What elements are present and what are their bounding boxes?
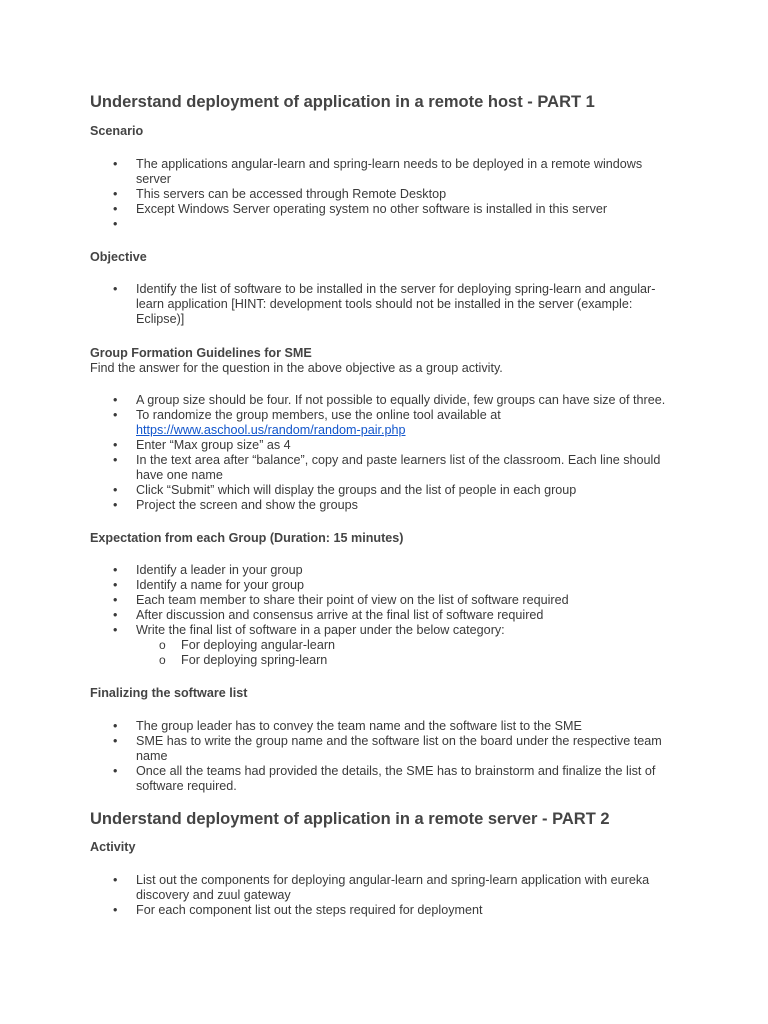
sublist-item: o For deploying angular-learn [181,638,680,653]
list-item: • Except Windows Server operating system no other software is installed in this server [136,202,680,217]
list-item: • For each component list out the steps required for deployment [136,903,680,918]
list-item: • After discussion and consensus arrive at the final list of software required [136,608,680,623]
list-item: • Identify a name for your group [136,578,680,593]
list-item: • The applications angular-learn and spring-learn needs to be deployed in a remote windows server [136,157,680,187]
part1-title: Understand deployment of application in a remote host - PART 1 [90,93,595,111]
list-item [136,623,680,668]
list-item: • List out the components for deploying angular-learn and spring-learn application with eureka discovery and zuul gateway [136,873,680,903]
list-item: • In the text area after “balance”, copy and paste learners list of the classroom. Each line should have one name [136,453,680,483]
list-item [136,408,680,438]
list-item: • SME has to write the group name and the software list on the board under the respective team name [136,734,680,764]
scenario-heading: Scenario [90,124,144,138]
list-item-text: To randomize the group members, use the online tool available at [136,408,501,422]
scenario-list [90,157,680,232]
list-item: • Identify the list of software to be installed in the server for deploying spring-learn and angular-learn application [HINT: development tools should not be installed in the server (example: Eclipse)] [136,282,680,327]
category-sublist [136,638,680,668]
activity-list [90,873,680,918]
group-formation-heading: Group Formation Guidelines for SME [90,346,312,360]
list-item-empty [136,217,680,232]
objective-heading: Objective [90,250,147,264]
expectation-heading: Expectation from each Group (Duration: 15 minutes) [90,531,404,545]
list-item: • This servers can be accessed through Remote Desktop [136,187,680,202]
list-item: • Enter “Max group size” as 4 [136,438,680,453]
group-formation-intro: Find the answer for the question in the above objective as a group activity. [90,361,503,375]
finalizing-list [90,719,680,794]
group-formation-list [90,393,680,513]
list-item: • A group size should be four. If not possible to equally divide, few groups can have size of three. [136,393,680,408]
random-pair-link[interactable]: https://www.aschool.us/random/random-pair.php [136,423,406,437]
list-item: • The group leader has to convey the team name and the software list to the SME [136,719,680,734]
part2-title: Understand deployment of application in a remote server - PART 2 [90,810,610,828]
finalizing-heading: Finalizing the software list [90,686,248,700]
expectation-list [90,563,680,668]
objective-list [90,282,680,327]
list-item: • Each team member to share their point of view on the list of software required [136,593,680,608]
activity-heading: Activity [90,840,136,854]
list-item-text: Write the final list of software in a paper under the below category: [136,623,505,637]
list-item: • Project the screen and show the groups [136,498,680,513]
sublist-item: o For deploying spring-learn [181,653,680,668]
list-item: • Identify a leader in your group [136,563,680,578]
list-item: • Click “Submit” which will display the groups and the list of people in each group [136,483,680,498]
list-item: • Once all the teams had provided the details, the SME has to brainstorm and finalize the list of software required. [136,764,680,794]
document-body [90,92,680,918]
